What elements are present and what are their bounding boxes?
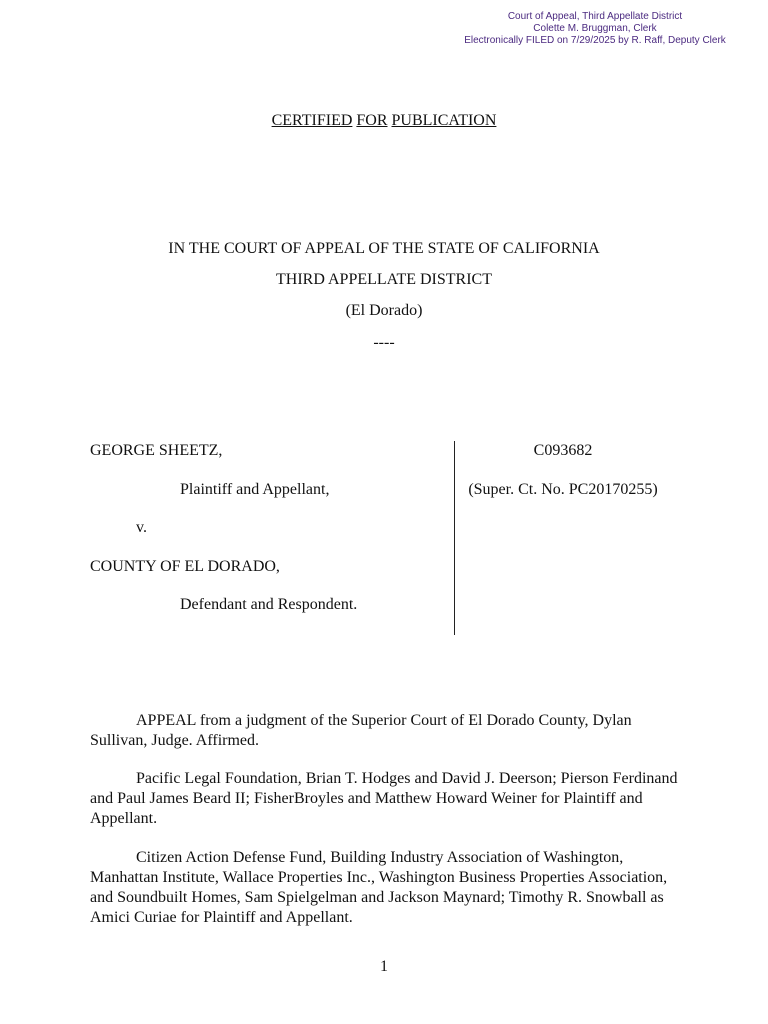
filing-stamp-filed: Electronically FILED on 7/29/2025 by R. Raff, Deputy Clerk [464,35,726,46]
filing-stamp-court: Court of Appeal, Third Appellate District [507,11,683,22]
amici-paragraph [90,848,680,928]
court-name: IN THE COURT OF APPEAL OF THE STATE OF CALIFORNIA [168,240,600,257]
certified-for-publication [0,112,768,130]
for-word: FOR [356,112,388,129]
certified-word: CERTIFIED [271,112,353,129]
separator: ---- [373,334,395,351]
amici-text: Citizen Action Defense Fund, Building Industry Association of Washington, Manhattan Institute, Wallace Properties Inc., Washington Business Properties Association, and Soundbuilt Homes, Sam Spielgelman and Jackson Maynard; Timothy R. Snowball as Amici Curiae for Plaintiff and Appellant. [90,849,668,926]
plaintiff-name: GEORGE SHEETZ, [90,442,223,459]
publication-word: PUBLICATION [391,112,497,129]
caption-divider [454,441,455,635]
versus: v. [136,519,147,536]
county-name: (El Dorado) [345,302,423,319]
plaintiff-role: Plaintiff and Appellant, [180,481,330,498]
defendant-role: Defendant and Respondent. [180,596,358,613]
case-number: C093682 [533,442,593,459]
superior-court-number: (Super. Ct. No. PC20170255) [468,481,658,498]
filing-stamp-clerk: Colette M. Bruggman, Clerk [533,23,657,34]
page-number: 1 [380,958,388,975]
district-name: THIRD APPELLATE DISTRICT [276,271,492,288]
appeal-text: APPEAL from a judgment of the Superior Court of El Dorado County, Dylan Sullivan, Judge. Affirmed. [90,712,632,749]
appellant-counsel-text: Pacific Legal Foundation, Brian T. Hodges and David J. Deerson; Pierson Ferdinand and Paul James Beard II; FisherBroyles and Matthew Howard Weiner for Plaintiff and Appellant. [90,770,678,827]
appellant-counsel-paragraph [90,769,680,829]
filing-stamp [420,11,768,47]
appeal-paragraph [90,711,680,751]
defendant-name: COUNTY OF EL DORADO, [90,558,280,575]
